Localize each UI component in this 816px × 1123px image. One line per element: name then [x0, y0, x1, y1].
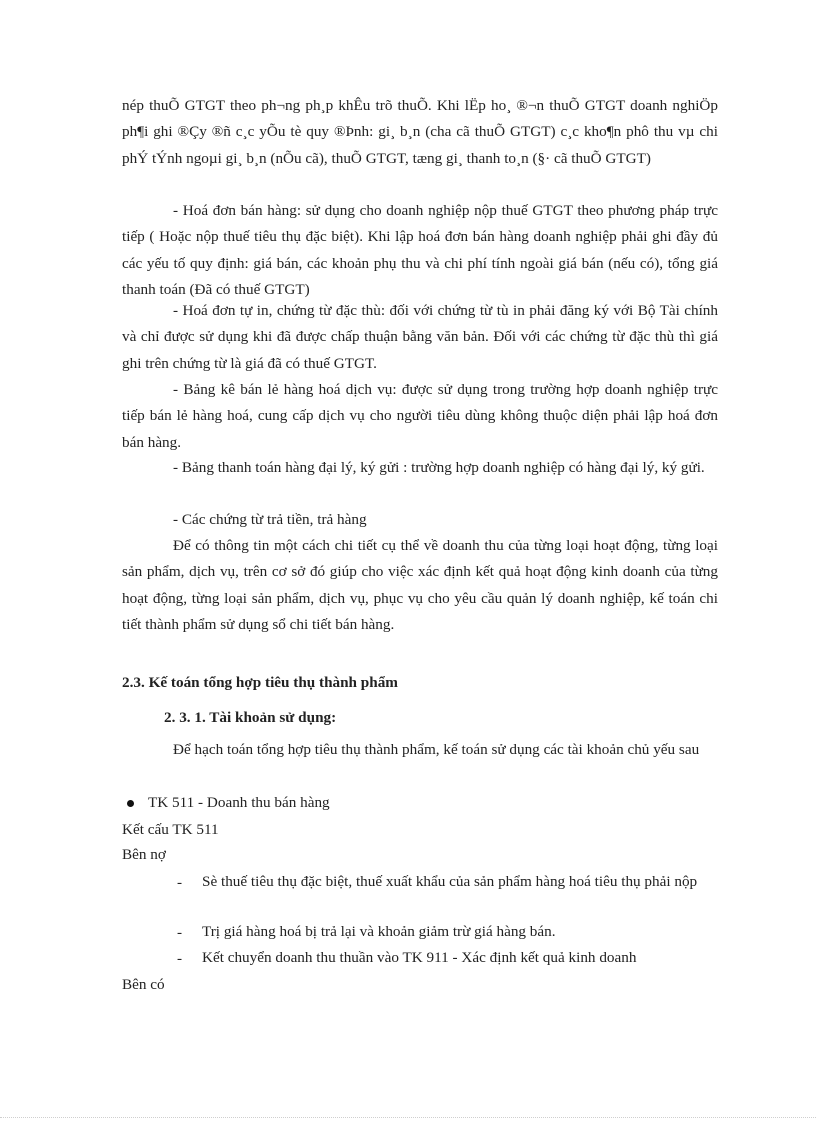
dash-marker: -: [177, 924, 183, 941]
subsection-heading: 2. 3. 1. Tài khoản sử dụng:: [164, 709, 337, 726]
section-heading: 2.3. Kế toán tổng hợp tiêu thụ thành phẩm: [122, 674, 398, 691]
debit-item: Kết chuyển doanh thu thuần vào TK 911 - Xác định kết quả kinh doanh: [202, 949, 637, 966]
debit-item: Sè thuế tiêu thụ đặc biệt, thuế xuất khẩu của sản phẩm hàng hoá tiêu thụ phải nộp: [202, 873, 698, 890]
paragraph-detail-sales-ledger: Để có thông tin một cách chi tiết cụ thể về doanh thu của từng loại hoạt động, từng loại sản phẩm, dịch vụ, trên cơ sở đó giúp cho việc xác định kết quả hoạt động kinh doanh của từng hoạt động, từng loại sản phẩm, dịch vụ, phục vụ cho yêu cầu quản lý doanh nghiệp, kế toán chi tiết thành phẩm sử dụng sổ chi tiết bán hàng.: [122, 537, 718, 634]
paragraph-accounts-intro: Để hạch toán tổng hợp tiêu thụ thành phẩm, kế toán sử dụng các tài khoản chủ yếu sau: [173, 741, 700, 758]
structure-label: Kết cấu TK 511: [122, 821, 219, 838]
paragraph-retail-list: - Bảng kê bán lẻ hàng hoá dịch vụ: được sử dụng trong trường hợp doanh nghiệp trực tiếp bán lẻ hàng hoá, cung cấp dịch vụ cho người tiêu dùng không thuộc diện phải lập hoá đơn bán hàng.: [122, 381, 718, 451]
dash-marker: -: [177, 950, 183, 967]
credit-label: Bên có: [122, 976, 165, 993]
paragraph-sales-invoice: - Hoá đơn bán hàng: sử dụng cho doanh nghiệp nộp thuế GTGT theo phương pháp trực tiếp ( Hoặc nộp thuế tiêu thụ đặc biệt). Khi lập hoá đơn bán hàng doanh nghiệp phải ghi đầy đủ các yếu tố quy định: giá bán, các khoản phụ thu và chi phí tính ngoài giá bán (nếu có), tổng giá thanh toán (Đã có thuế GTGT): [122, 202, 718, 299]
dash-marker: -: [177, 874, 183, 891]
debit-item: Trị giá hàng hoá bị trả lại và khoản giảm trừ giá hàng bán.: [202, 923, 556, 940]
paragraph-vat-invoice: nép thuÕ GTGT theo ph¬ng ph¸p khÊu trõ thuÕ. Khi lËp ho¸ ®¬n thuÕ GTGT doanh nghiÖp ph¶i ghi ®Çy ®ñ c¸c yÕu tè quy ®Þnh: gi¸ b¸n (cha cã thuÕ GTGT) c¸c kho¶n phô thu vµ chi phÝ tÝnh ngoµi gi¸ b¸n (nÕu cã), thuÕ GTGT, tæng gi¸ thanh to¸n (§· cã thuÕ GTGT): [122, 97, 718, 167]
debit-label: Bên nợ: [122, 846, 166, 863]
paragraph-self-printed-invoice: - Hoá đơn tự in, chứng từ đặc thù: đối với chứng từ tù in phải đăng ký với Bộ Tài chính và chỉ được sử dụng khi đã được chấp thuận bằng văn bản. Đối với các chứng từ đặc thù thì giá ghi trên chứng từ là giá đã có thuế GTGT.: [122, 302, 718, 372]
page-bottom-divider: [0, 1117, 816, 1118]
bullet-icon: [127, 800, 134, 807]
paragraph-return-vouchers: - Các chứng từ trả tiền, trả hàng: [173, 511, 367, 528]
paragraph-agency-payment: - Bảng thanh toán hàng đại lý, ký gửi : trường hợp doanh nghiệp có hàng đại lý, ký gửi.: [173, 459, 705, 476]
bullet-tk511: TK 511 - Doanh thu bán hàng: [148, 794, 330, 811]
